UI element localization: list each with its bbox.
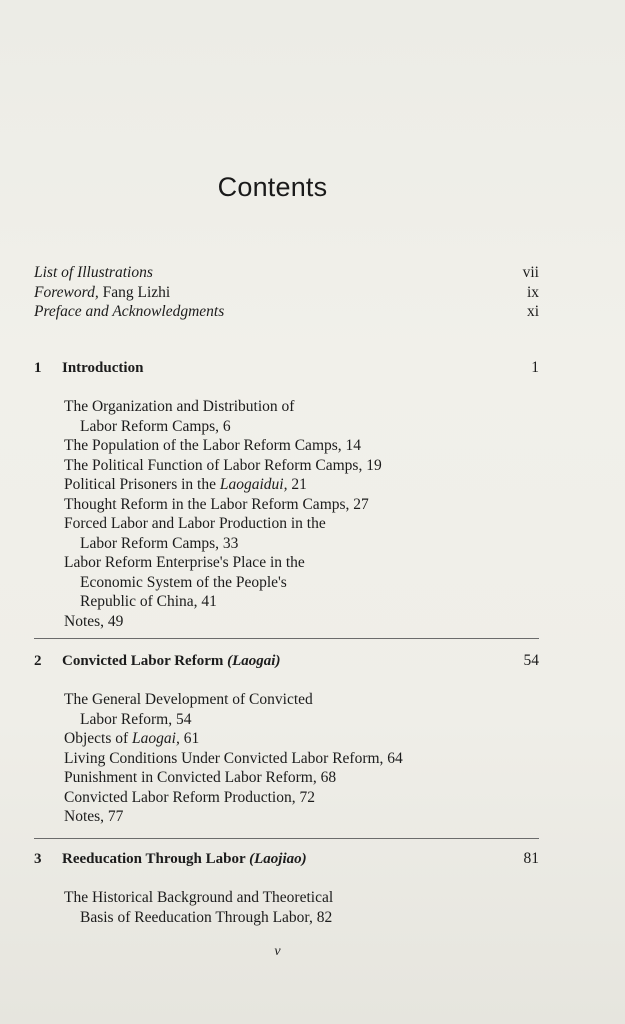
toc-entry[interactable]: [64, 514, 539, 553]
entry-text: Objects of: [64, 730, 133, 747]
front-matter-label: List of Illustrations: [34, 264, 153, 281]
chapter-entries: [64, 397, 539, 631]
chapter-heading[interactable]: [34, 650, 539, 672]
page-number: xi: [526, 303, 539, 320]
page-number: 81: [523, 850, 539, 867]
entry-line: Thought Reform in the Labor Reform Camps, 27: [64, 495, 369, 513]
toc-entry[interactable]: [64, 788, 539, 808]
entry-line: Living Conditions Under Convicted Labor Reform, 64: [64, 749, 403, 767]
toc-entry[interactable]: [64, 888, 539, 927]
entry-line: Notes, 49: [64, 612, 124, 630]
toc-entry[interactable]: [64, 456, 539, 476]
front-matter-label-prefix: Foreword,: [34, 283, 99, 301]
chapter-title: Reeducation Through Labor: [62, 851, 250, 867]
chapter-entries: [64, 690, 539, 827]
page-number: vii: [522, 264, 539, 281]
front-matter-label: [34, 284, 170, 301]
front-matter-item[interactable]: [34, 283, 539, 303]
entry-line: The Political Function of Labor Reform Camps, 19: [64, 456, 382, 474]
chapter-title: Introduction: [62, 360, 144, 376]
front-matter-item[interactable]: [34, 263, 539, 283]
entry-page: 61: [179, 730, 200, 747]
entry-line: Labor Reform Enterprise's Place in the: [64, 554, 305, 571]
chapter-entries: [64, 888, 539, 927]
entry-line: Convicted Labor Reform Production, 72: [64, 788, 315, 806]
entry-line: Labor Reform Camps, 33: [80, 534, 239, 552]
toc-entry[interactable]: [64, 807, 539, 827]
toc-entry[interactable]: [64, 690, 539, 729]
entry-line: Basis of Reeducation Through Labor, 82: [80, 908, 333, 926]
page-folio: v: [274, 944, 281, 959]
toc-entry[interactable]: [64, 729, 539, 749]
entry-line: The General Development of Convicted: [64, 691, 313, 708]
toc-entry[interactable]: [64, 768, 539, 788]
chapter-number: 3: [34, 851, 42, 867]
chapter-number: 1: [34, 360, 42, 376]
entry-text: Political Prisoners in the: [64, 476, 220, 493]
toc-entry[interactable]: [64, 397, 539, 436]
entry-line: Forced Labor and Labor Production in the: [64, 515, 326, 532]
entry-line: The Organization and Distribution of: [64, 398, 295, 415]
chapter-1: [34, 357, 539, 631]
entry-line: [64, 729, 539, 749]
entry-page: 21: [287, 476, 307, 493]
toc-entry[interactable]: [64, 475, 539, 495]
entry-line: Labor Reform, 54: [80, 710, 192, 728]
toc-entry[interactable]: [64, 495, 539, 515]
toc-entry[interactable]: [64, 553, 539, 612]
chapter-heading[interactable]: [34, 848, 539, 870]
front-matter-label: Preface and Acknowledgments: [34, 303, 225, 320]
entry-italic-term: Laogaidui,: [219, 476, 288, 493]
entry-line: Republic of China, 41: [80, 593, 217, 610]
chapter-heading[interactable]: [34, 357, 539, 379]
chapter-subtitle: (Laojiao): [249, 851, 307, 867]
chapter-subtitle: (Laogai): [227, 653, 281, 669]
entry-line: Punishment in Convicted Labor Reform, 68: [64, 769, 337, 786]
toc-entry[interactable]: [64, 749, 539, 769]
entry-line: Economic System of the People's: [80, 573, 287, 591]
front-matter-item[interactable]: [34, 302, 539, 322]
page-number: ix: [526, 283, 539, 301]
front-matter-list: [34, 263, 539, 322]
page-number: 54: [523, 652, 539, 669]
entry-line: [64, 475, 539, 495]
entry-line: The Population of the Labor Reform Camps, 14: [64, 437, 362, 454]
divider: [34, 638, 539, 639]
toc-entry[interactable]: [64, 612, 539, 632]
entry-line: The Historical Background and Theoretical: [64, 889, 334, 906]
divider: [34, 838, 539, 839]
front-matter-label-name: Fang Lizhi: [98, 283, 171, 301]
chapter-title: Convicted Labor Reform: [62, 653, 228, 669]
chapter-number: 2: [34, 653, 42, 669]
page-title: Contents: [217, 172, 328, 202]
entry-line: Notes, 77: [64, 808, 124, 825]
chapter-3: [34, 848, 539, 927]
page-number: 1: [531, 359, 539, 376]
entry-line: Labor Reform Camps, 6: [80, 417, 231, 435]
chapter-2: [34, 650, 539, 827]
toc-entry[interactable]: [64, 436, 539, 456]
entry-italic-term: Laogai,: [132, 730, 180, 747]
show-through-text: [60, 95, 64, 117]
